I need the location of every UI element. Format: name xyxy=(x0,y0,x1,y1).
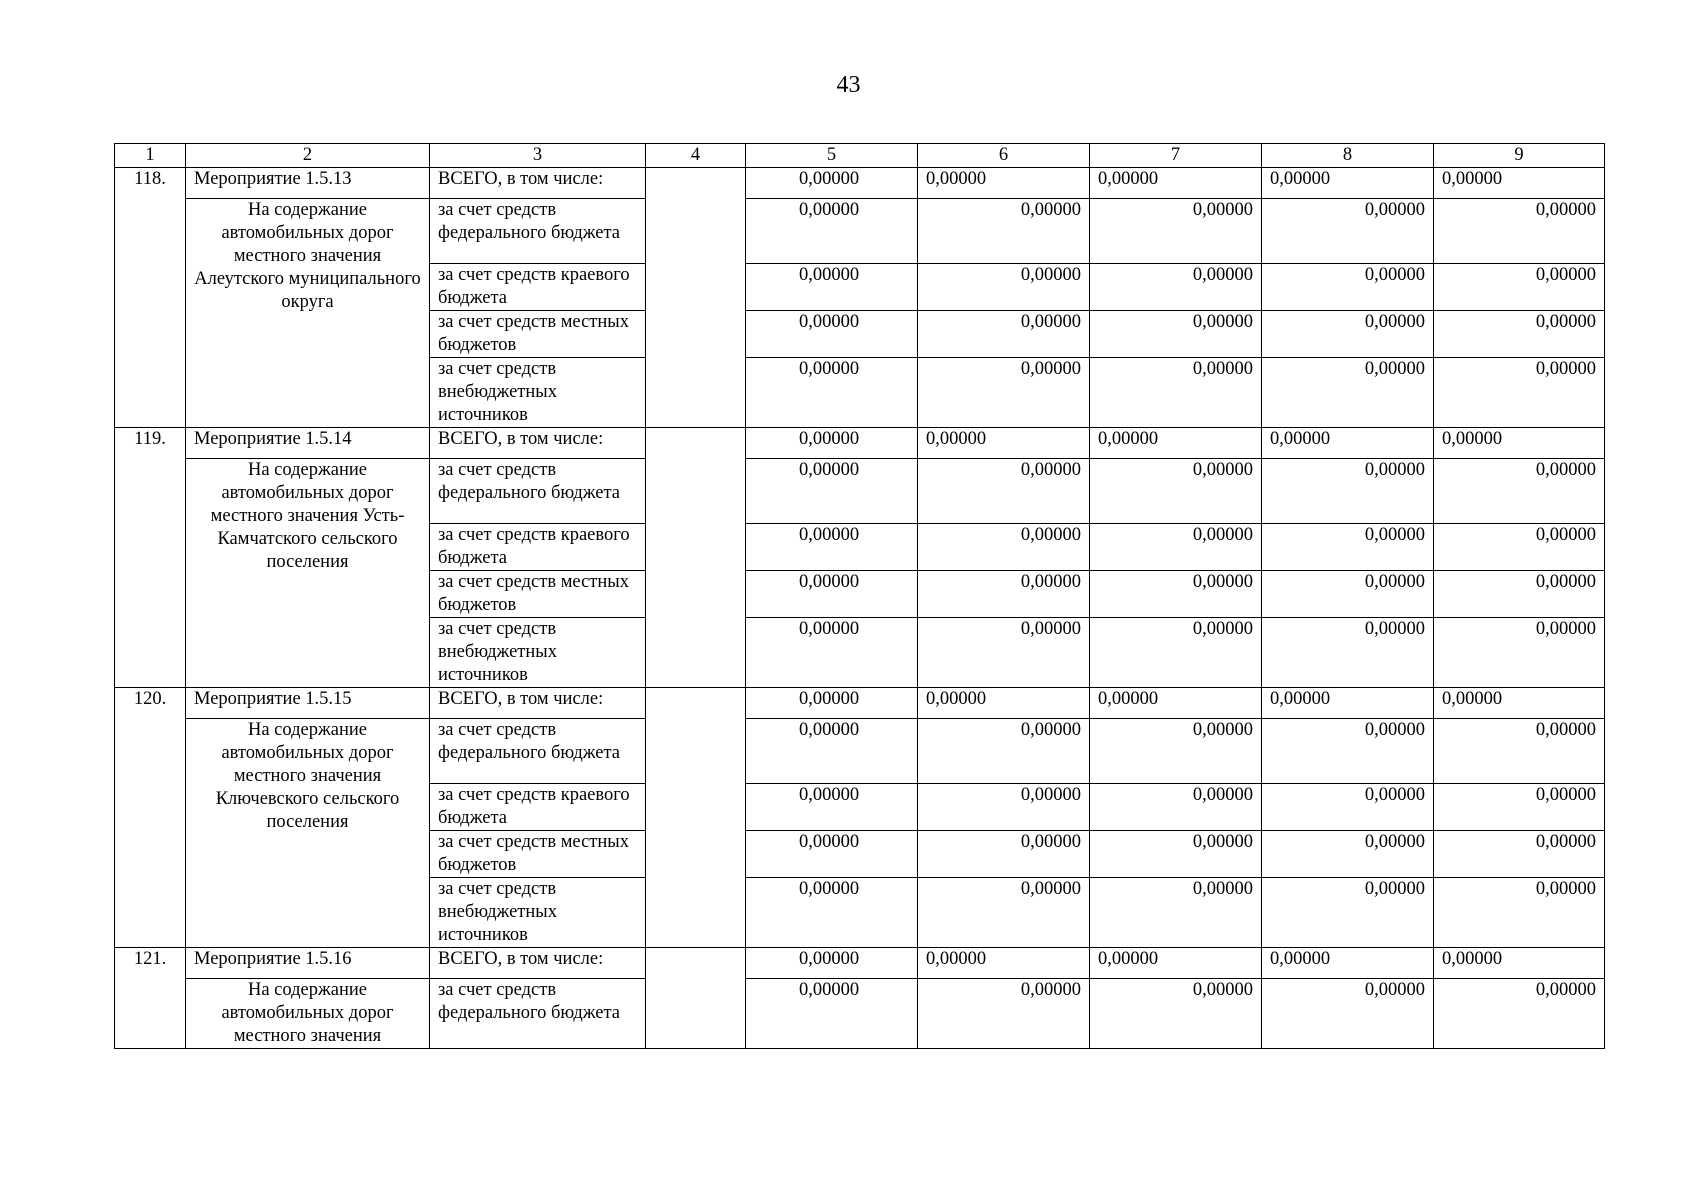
funding-source: за счет средств местных бюджетов xyxy=(430,831,646,878)
source-value: 0,00000 xyxy=(1434,618,1605,688)
source-value: 0,00000 xyxy=(1434,524,1605,571)
total-value: 0,00000 xyxy=(1262,168,1434,199)
source-value: 0,00000 xyxy=(1262,459,1434,524)
source-value: 0,00000 xyxy=(746,831,918,878)
source-value: 0,00000 xyxy=(1262,784,1434,831)
source-value: 0,00000 xyxy=(918,878,1090,948)
source-value: 0,00000 xyxy=(1262,358,1434,428)
source-value: 0,00000 xyxy=(1090,311,1262,358)
event-description: На содержание автомобильных дорог местного значения Ключевского сельского поселения xyxy=(186,719,430,948)
row-number: 118. xyxy=(115,168,186,428)
total-value: 0,00000 xyxy=(1262,688,1434,719)
column-header: 4 xyxy=(646,144,746,168)
funding-source: за счет средств краевого бюджета xyxy=(430,264,646,311)
funding-source: за счет средств местных бюджетов xyxy=(430,571,646,618)
source-value: 0,00000 xyxy=(1434,311,1605,358)
column-header: 2 xyxy=(186,144,430,168)
page-number: 43 xyxy=(836,72,861,98)
source-value: 0,00000 xyxy=(918,618,1090,688)
funding-source: за счет средств краевого бюджета xyxy=(430,784,646,831)
source-value: 0,00000 xyxy=(746,784,918,831)
total-label: ВСЕГО, в том числе: xyxy=(430,948,646,979)
source-value: 0,00000 xyxy=(746,571,918,618)
source-value: 0,00000 xyxy=(1434,459,1605,524)
source-value: 0,00000 xyxy=(918,571,1090,618)
column-header: 1 xyxy=(115,144,186,168)
total-label: ВСЕГО, в том числе: xyxy=(430,168,646,199)
source-value: 0,00000 xyxy=(918,784,1090,831)
source-value: 0,00000 xyxy=(746,311,918,358)
source-value: 0,00000 xyxy=(1434,358,1605,428)
source-value: 0,00000 xyxy=(1434,878,1605,948)
event-description: На содержание автомобильных дорог местного значения Усть-Камчатского сельского поселения xyxy=(186,459,430,688)
table-row xyxy=(115,688,1605,719)
total-value: 0,00000 xyxy=(1090,428,1262,459)
total-value: 0,00000 xyxy=(746,168,918,199)
source-value: 0,00000 xyxy=(918,459,1090,524)
column-header: 8 xyxy=(1262,144,1434,168)
total-label: ВСЕГО, в том числе: xyxy=(430,688,646,719)
source-value: 0,00000 xyxy=(1434,719,1605,784)
source-value: 0,00000 xyxy=(1090,719,1262,784)
source-value: 0,00000 xyxy=(1262,524,1434,571)
table-row xyxy=(115,168,1605,199)
source-value: 0,00000 xyxy=(1262,719,1434,784)
total-value: 0,00000 xyxy=(746,948,918,979)
source-value: 0,00000 xyxy=(1090,571,1262,618)
event-description: На содержание автомобильных дорог местного значения Алеутского муниципального округа xyxy=(186,199,430,428)
source-value: 0,00000 xyxy=(1434,571,1605,618)
row-number: 119. xyxy=(115,428,186,688)
column-4-cell xyxy=(646,168,746,428)
source-value: 0,00000 xyxy=(1434,199,1605,264)
source-value: 0,00000 xyxy=(1090,524,1262,571)
source-value: 0,00000 xyxy=(1434,831,1605,878)
source-value: 0,00000 xyxy=(746,199,918,264)
source-value: 0,00000 xyxy=(1262,878,1434,948)
budget-table xyxy=(114,143,1605,1049)
source-value: 0,00000 xyxy=(1090,878,1262,948)
source-value: 0,00000 xyxy=(1262,311,1434,358)
funding-source: за счет средств внебюджетных источников xyxy=(430,358,646,428)
source-value: 0,00000 xyxy=(1434,784,1605,831)
source-value: 0,00000 xyxy=(918,199,1090,264)
funding-source: за счет средств внебюджетных источников xyxy=(430,618,646,688)
funding-source: за счет средств внебюджетных источников xyxy=(430,878,646,948)
total-value: 0,00000 xyxy=(1434,168,1605,199)
source-value: 0,00000 xyxy=(1090,618,1262,688)
event-name: Мероприятие 1.5.16 xyxy=(186,948,430,979)
source-value: 0,00000 xyxy=(1434,264,1605,311)
source-value: 0,00000 xyxy=(1262,618,1434,688)
total-value: 0,00000 xyxy=(1090,688,1262,719)
source-value: 0,00000 xyxy=(1262,831,1434,878)
source-value: 0,00000 xyxy=(1434,979,1605,1049)
column-header: 6 xyxy=(918,144,1090,168)
source-value: 0,00000 xyxy=(746,878,918,948)
source-value: 0,00000 xyxy=(1090,784,1262,831)
table-row xyxy=(115,719,1605,784)
source-value: 0,00000 xyxy=(1090,979,1262,1049)
total-value: 0,00000 xyxy=(1434,688,1605,719)
source-value: 0,00000 xyxy=(918,264,1090,311)
column-header: 3 xyxy=(430,144,646,168)
source-value: 0,00000 xyxy=(1262,199,1434,264)
total-value: 0,00000 xyxy=(918,948,1090,979)
source-value: 0,00000 xyxy=(918,719,1090,784)
event-description: На содержание автомобильных дорог местного значения xyxy=(186,979,430,1049)
source-value: 0,00000 xyxy=(1090,459,1262,524)
total-value: 0,00000 xyxy=(1434,428,1605,459)
table-row xyxy=(115,948,1605,979)
funding-source: за счет средств местных бюджетов xyxy=(430,311,646,358)
source-value: 0,00000 xyxy=(746,719,918,784)
total-value: 0,00000 xyxy=(746,428,918,459)
total-value: 0,00000 xyxy=(918,168,1090,199)
source-value: 0,00000 xyxy=(746,618,918,688)
source-value: 0,00000 xyxy=(918,831,1090,878)
source-value: 0,00000 xyxy=(746,459,918,524)
total-value: 0,00000 xyxy=(1090,168,1262,199)
column-number-row xyxy=(115,144,1605,168)
source-value: 0,00000 xyxy=(1262,571,1434,618)
table-row xyxy=(115,199,1605,264)
table-row xyxy=(115,459,1605,524)
source-value: 0,00000 xyxy=(918,524,1090,571)
source-value: 0,00000 xyxy=(746,979,918,1049)
column-header: 9 xyxy=(1434,144,1605,168)
total-value: 0,00000 xyxy=(918,688,1090,719)
table-row xyxy=(115,979,1605,1049)
source-value: 0,00000 xyxy=(1090,831,1262,878)
source-value: 0,00000 xyxy=(1090,264,1262,311)
source-value: 0,00000 xyxy=(1090,199,1262,264)
source-value: 0,00000 xyxy=(918,311,1090,358)
total-label: ВСЕГО, в том числе: xyxy=(430,428,646,459)
total-value: 0,00000 xyxy=(1090,948,1262,979)
column-4-cell xyxy=(646,688,746,948)
table-row xyxy=(115,428,1605,459)
source-value: 0,00000 xyxy=(746,264,918,311)
source-value: 0,00000 xyxy=(1090,358,1262,428)
total-value: 0,00000 xyxy=(1262,428,1434,459)
funding-source: за счет средств федерального бюджета xyxy=(430,199,646,264)
funding-source: за счет средств федерального бюджета xyxy=(430,459,646,524)
column-header: 5 xyxy=(746,144,918,168)
event-name: Мероприятие 1.5.14 xyxy=(186,428,430,459)
source-value: 0,00000 xyxy=(918,358,1090,428)
row-number: 121. xyxy=(115,948,186,1049)
source-value: 0,00000 xyxy=(746,524,918,571)
source-value: 0,00000 xyxy=(1262,264,1434,311)
event-name: Мероприятие 1.5.15 xyxy=(186,688,430,719)
column-4-cell xyxy=(646,948,746,1049)
funding-source: за счет средств краевого бюджета xyxy=(430,524,646,571)
source-value: 0,00000 xyxy=(746,358,918,428)
funding-source: за счет средств федерального бюджета xyxy=(430,979,646,1049)
row-number: 120. xyxy=(115,688,186,948)
total-value: 0,00000 xyxy=(1434,948,1605,979)
total-value: 0,00000 xyxy=(918,428,1090,459)
total-value: 0,00000 xyxy=(1262,948,1434,979)
total-value: 0,00000 xyxy=(746,688,918,719)
column-4-cell xyxy=(646,428,746,688)
source-value: 0,00000 xyxy=(1262,979,1434,1049)
source-value: 0,00000 xyxy=(918,979,1090,1049)
column-header: 7 xyxy=(1090,144,1262,168)
event-name: Мероприятие 1.5.13 xyxy=(186,168,430,199)
funding-source: за счет средств федерального бюджета xyxy=(430,719,646,784)
